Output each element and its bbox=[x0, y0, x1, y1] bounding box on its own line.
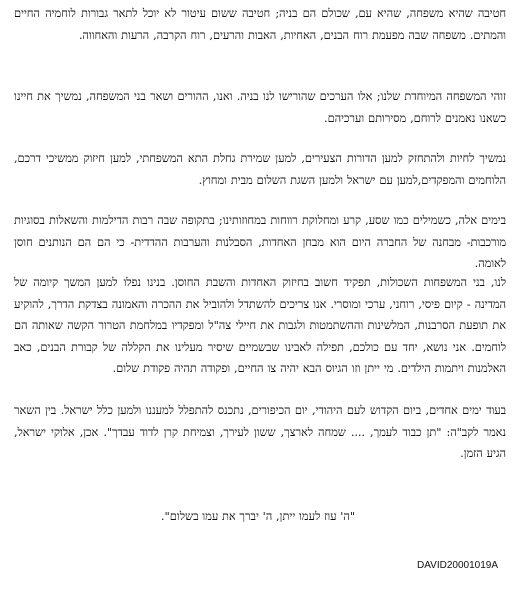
document-id: DAVID20001019A bbox=[417, 560, 498, 571]
closing-blessing: "ה' עוז לעמו ייתן, ה' יברך את עמו בשלום". bbox=[160, 509, 356, 523]
paragraph: זוהי המשפחה המיוחדת שלנו; אלו הערכים שהורישו לנו בניה. ואנו, ההורים ושאר בני המשפחה, נמשיך את חיינו כשאנו נאמנים לרוחם, מסירותם וערכיהם. bbox=[14, 89, 506, 125]
paragraph: בימים אלה, כשמילים כמו שסע, קרע ומחלוקת רווחות במחוזותינו; בתקופה שבה רבות הדילמות והשאלות בסוגיות מורכבות- מבחנה של החברה היום הוא מבחן האחדות, הסבלנות והערבות ההדדית- כי הם הם הנותנים חוסן לאומה. bbox=[14, 213, 506, 271]
paragraph: לנו, בני המשפחות השכולות, תפקיד חשוב בחיזוק האחדות והשבת החוסן. בנינו נפלו למען המשך קיומה של המדינה - קיום פיסי, רוחני, ערכי ומוסרי. אנו צריכים להשתדל ולהוביל את ההכרה והאמונה בצדקת הדרך, להוקיע את תופעת הסרבנות, המלשינות וההשתמטות ולגבות את חיילי צה"ל ומפקדיו במלחמת הטרור הקשה שאותה הם לוחמים. אני נושא, יחד עם כולכם, תפילה לאבינו שבשמיים שיסיר מעלינו את הקללה של קבורת הבנים, כאב האלמנות ויתמות הילדים. מי ייתן וזו הגיוס הבא יהיה צו החיים, ופקודה תהיה פקודת שלום. bbox=[14, 275, 506, 376]
paragraph: נמשיך לחיות ולהתחזק למען הדורות הצעירים, למען שמירת גחלת התא המשפחתי, למען חיזוק ממשיכי דרכם, הלוחמים והמפקדים,למען עם ישראל ולמען השגת השלום מבית ומחוץ. bbox=[14, 151, 506, 187]
paragraph: חטיבה שהיא משפחה, שהיא עם, שכולם הם בניה; חטיבה ששום עיטור לא יוכל לתאר גבורות לוחמיה החיים והמתים. משפחה שבה מפעמת רוח הבנים, האחיות, האבות והרעים, רוח הקרבה, הרעות והאחווה. bbox=[14, 6, 506, 42]
paragraph: בעוד ימים אחדים, ביום הקדוש לעם היהודי, יום הכיפורים, נתכנס להתפלל למעננו ולמען כלל ישראל. בין השאר נאמר לקב"ה: "תן כבוד לעמך, .... שמחה לארצך, ששון לעירך, וצמיחת קרן לדוד עבדך". אכן, אלוקי ישראל, הגיע הזמן. bbox=[14, 403, 506, 461]
